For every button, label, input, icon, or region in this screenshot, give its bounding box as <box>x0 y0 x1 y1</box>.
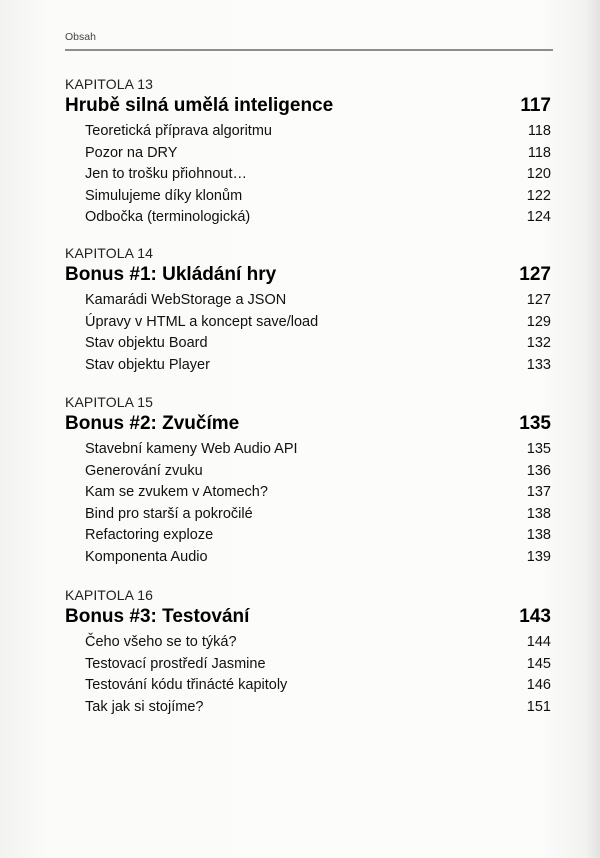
entry-title: Kamarádi WebStorage a JSON <box>85 292 287 308</box>
chapter-label: KAPITOLA 13 <box>65 76 154 92</box>
chapter-14 <box>65 244 551 376</box>
toc-entry <box>65 121 551 143</box>
entry-page: 144 <box>526 634 551 650</box>
chapter-heading <box>65 604 551 630</box>
entry-title: Odbočka (terminologická) <box>85 209 251 225</box>
entry-page: 151 <box>526 698 551 715</box>
section-list <box>65 632 551 718</box>
toc-entry <box>65 525 551 547</box>
toc-entry <box>65 482 551 504</box>
toc-entry <box>65 632 551 654</box>
toc-entry <box>65 355 551 377</box>
section-list <box>65 290 551 376</box>
entry-page: 139 <box>526 548 551 565</box>
page-edge-shadow <box>586 0 600 858</box>
entry-page: 129 <box>526 313 551 330</box>
entry-title: Bind pro starší a pokročilé <box>85 505 253 522</box>
chapter-15 <box>65 393 551 568</box>
entry-title: Pozor na DRY <box>85 144 178 161</box>
toc-entry <box>65 547 551 569</box>
chapter-heading <box>65 93 551 119</box>
toc-entry <box>65 164 551 186</box>
chapter-page-number: 135 <box>519 413 551 434</box>
entry-page: 124 <box>526 209 551 225</box>
entry-title: Testovací prostředí Jasmine <box>85 655 266 672</box>
entry-page: 120 <box>526 166 551 182</box>
entry-title: Generování zvuku <box>85 462 203 479</box>
chapter-title: Bonus #2: Zvučíme <box>65 413 240 434</box>
chapter-label: KAPITOLA 14 <box>65 245 154 261</box>
entry-page: 135 <box>526 441 551 457</box>
toc-entry <box>65 654 551 676</box>
chapter-label: KAPITOLA 16 <box>65 587 154 603</box>
entry-title: Refactoring exploze <box>85 527 214 543</box>
toc-entry <box>65 439 551 461</box>
entry-title: Úpravy v HTML a koncept save/load <box>85 313 319 330</box>
toc-entry <box>65 697 551 719</box>
entry-title: Simulujeme díky klonům <box>85 187 243 204</box>
entry-title: Stav objektu Board <box>85 335 208 351</box>
entry-page: 133 <box>526 356 551 373</box>
entry-page: 118 <box>527 144 551 161</box>
header-rule <box>65 49 553 51</box>
toc-entry <box>65 143 551 165</box>
toc-entry <box>65 504 551 526</box>
entry-page: 127 <box>526 292 551 308</box>
entry-page: 138 <box>526 527 551 543</box>
entry-page: 136 <box>526 462 551 479</box>
section-list <box>65 121 551 229</box>
entry-title: Tak jak si stojíme? <box>85 698 204 715</box>
entry-title: Teoretická příprava algoritmu <box>85 123 272 139</box>
entry-page: 137 <box>526 484 551 500</box>
section-list <box>65 439 551 568</box>
entry-page: 145 <box>526 655 551 672</box>
entry-title: Testování kódu třinácté kapitoly <box>85 677 288 693</box>
toc-entry <box>65 186 551 208</box>
toc-entry <box>65 312 551 334</box>
entry-page: 118 <box>527 123 551 139</box>
chapter-page-number: 143 <box>519 606 551 627</box>
chapter-heading <box>65 262 551 288</box>
running-head: Obsah <box>65 31 96 43</box>
entry-page: 122 <box>526 187 551 204</box>
toc-entry <box>65 290 551 312</box>
chapter-title: Bonus #3: Testování <box>65 606 250 627</box>
chapter-title: Bonus #1: Ukládání hry <box>65 264 277 285</box>
chapter-label: KAPITOLA 15 <box>65 394 154 410</box>
entry-title: Čeho všeho se to týká? <box>85 634 237 650</box>
chapter-title: Hrubě silná umělá inteligence <box>65 95 334 116</box>
chapter-page-number: 127 <box>519 264 551 285</box>
toc-entry <box>65 461 551 483</box>
toc-entry <box>65 207 551 229</box>
toc-entry <box>65 333 551 355</box>
chapter-page-number: 117 <box>520 95 551 116</box>
entry-title: Stavební kameny Web Audio API <box>85 441 298 457</box>
entry-title: Jen to trošku přiohnout… <box>85 166 248 182</box>
entry-title: Komponenta Audio <box>85 548 208 565</box>
entry-title: Stav objektu Player <box>85 356 210 373</box>
toc-entry <box>65 675 551 697</box>
chapter-heading <box>65 411 551 437</box>
entry-page: 146 <box>526 677 551 693</box>
chapter-16 <box>65 586 551 718</box>
chapter-13 <box>65 75 551 229</box>
entry-page: 138 <box>526 505 551 522</box>
entry-title: Kam se zvukem v Atomech? <box>85 484 268 500</box>
entry-page: 132 <box>526 335 551 351</box>
